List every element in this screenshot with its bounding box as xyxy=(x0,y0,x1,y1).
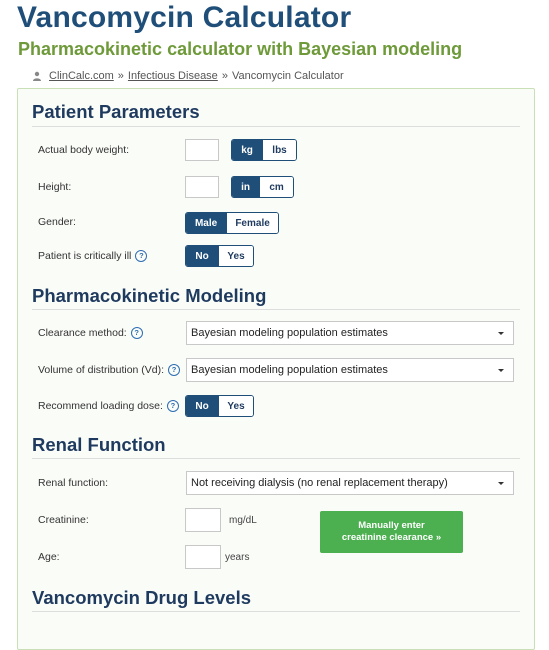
gender-toggle xyxy=(185,212,279,234)
unit-in-button[interactable]: in xyxy=(232,177,259,197)
breadcrumb-link-home[interactable]: ClinCalc.com xyxy=(49,70,114,82)
weight-unit-toggle xyxy=(231,139,297,161)
dropdown-caret-icon xyxy=(498,482,504,485)
loading-dose-label xyxy=(38,396,179,416)
unit-lbs-button[interactable]: lbs xyxy=(262,140,296,160)
breadcrumb xyxy=(32,70,344,82)
user-icon xyxy=(32,71,42,81)
creatinine-input[interactable] xyxy=(185,508,221,532)
breadcrumb-separator: » xyxy=(221,70,228,82)
age-unit: years xyxy=(225,552,250,563)
critical-toggle xyxy=(185,245,254,267)
clearance-method-select[interactable] xyxy=(186,321,514,345)
section-title-renal: Renal Function xyxy=(32,434,166,455)
critical-label-text: Patient is critically ill xyxy=(38,250,132,262)
loading-dose-label-text: Recommend loading dose: xyxy=(38,400,163,412)
section-divider xyxy=(32,458,520,459)
vd-select[interactable] xyxy=(186,358,514,382)
clearance-label xyxy=(38,323,143,343)
vd-value: Bayesian modeling population estimates xyxy=(191,364,388,376)
unit-cm-button[interactable]: cm xyxy=(259,177,293,197)
page-subtitle: Pharmacokinetic calculator with Bayesian modeling xyxy=(18,39,463,59)
height-input[interactable] xyxy=(185,176,219,198)
weight-label-text: Actual body weight: xyxy=(38,144,130,156)
renal-function-value: Not receiving dialysis (no renal replacement therapy) xyxy=(191,477,448,489)
gender-label xyxy=(38,212,76,232)
loading-no-button[interactable]: No xyxy=(186,396,218,416)
section-title-patient: Patient Parameters xyxy=(32,101,200,122)
section-divider xyxy=(32,611,520,612)
creatinine-label-text: Creatinine: xyxy=(38,514,89,526)
loading-dose-toggle xyxy=(185,395,254,417)
breadcrumb-separator: » xyxy=(117,70,124,82)
breadcrumb-current: Vancomycin Calculator xyxy=(231,70,344,82)
weight-label xyxy=(38,140,129,160)
section-divider xyxy=(32,126,520,127)
height-label xyxy=(38,177,71,197)
section-divider xyxy=(32,309,520,310)
loading-yes-button[interactable]: Yes xyxy=(218,396,253,416)
creatinine-unit: mg/dL xyxy=(229,515,257,526)
manual-crcl-line1: Manually enter xyxy=(358,520,425,531)
renal-function-select[interactable] xyxy=(186,471,514,495)
section-title-pk: Pharmacokinetic Modeling xyxy=(32,285,267,306)
calculator-card xyxy=(17,88,535,650)
clearance-label-text: Clearance method: xyxy=(38,327,127,339)
help-icon[interactable]: ? xyxy=(131,327,143,339)
height-label-text: Height: xyxy=(38,181,72,193)
unit-kg-button[interactable]: kg xyxy=(232,140,262,160)
age-label-text: Age: xyxy=(38,551,60,563)
vd-label xyxy=(38,360,180,380)
renal-function-label xyxy=(38,473,108,493)
manual-crcl-line2: creatinine clearance » xyxy=(341,532,442,543)
height-unit-toggle xyxy=(231,176,294,198)
renal-function-label-text: Renal function: xyxy=(38,477,109,489)
gender-female-button[interactable]: Female xyxy=(226,213,278,233)
gender-label-text: Gender: xyxy=(38,216,76,228)
breadcrumb-link-category[interactable]: Infectious Disease xyxy=(127,70,218,82)
section-title-levels: Vancomycin Drug Levels xyxy=(32,587,252,608)
help-icon[interactable]: ? xyxy=(168,364,180,376)
gender-male-button[interactable]: Male xyxy=(186,213,226,233)
dropdown-caret-icon xyxy=(498,332,504,335)
manual-crcl-button[interactable] xyxy=(320,511,463,553)
age-input[interactable] xyxy=(185,545,221,569)
weight-input[interactable] xyxy=(185,139,219,161)
creatinine-label xyxy=(38,510,89,530)
critical-yes-button[interactable]: Yes xyxy=(218,246,253,266)
vd-label-text: Volume of distribution (Vd): xyxy=(38,364,165,376)
critical-no-button[interactable]: No xyxy=(186,246,218,266)
page-title: Vancomycin Calculator xyxy=(17,1,352,34)
critical-label xyxy=(38,246,147,266)
dropdown-caret-icon xyxy=(498,369,504,372)
age-label xyxy=(38,547,60,567)
clearance-method-value: Bayesian modeling population estimates xyxy=(191,327,388,339)
help-icon[interactable]: ? xyxy=(167,400,179,412)
help-icon[interactable]: ? xyxy=(135,250,147,262)
